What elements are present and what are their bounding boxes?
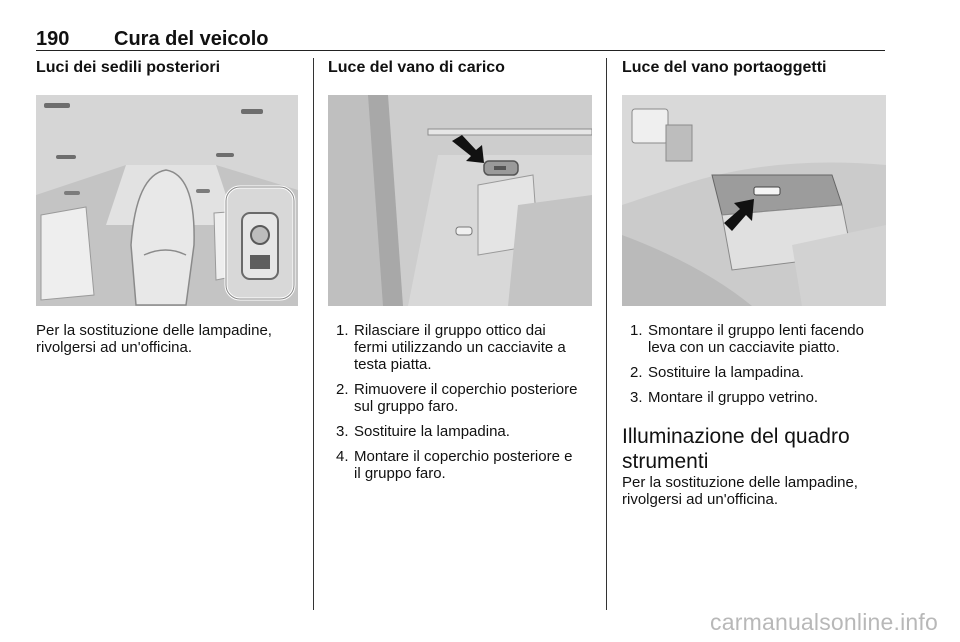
rear-seat-lights-text: Per la sostituzione delle lampadine, rivolgersi ad un'officina. bbox=[36, 322, 272, 356]
column-rear-seat-lights bbox=[36, 58, 298, 356]
column-divider bbox=[313, 58, 314, 610]
list-item: 3. Montare il gruppo vetrino. bbox=[630, 389, 819, 406]
list-item: 1. Rilasciare il gruppo ottico dai fermi utilizzando un cacciavite a testa piatta. bbox=[336, 322, 566, 373]
section-title-cargo-light: Luce del vano di carico bbox=[328, 59, 505, 76]
list-item: 2. Rimuovere il coperchio posteriore sul gruppo faro. bbox=[336, 381, 578, 415]
watermark: carmanualsonline.info bbox=[710, 609, 938, 635]
section-title-glovebox-light: Luce del vano portaoggetti bbox=[622, 59, 827, 76]
column-cargo-light bbox=[328, 58, 592, 490]
column-glovebox-light bbox=[622, 58, 886, 508]
column-divider bbox=[606, 58, 607, 610]
section-title-instrument-lighting: Illuminazione del quadro strumenti bbox=[622, 425, 850, 473]
rear-seat-light-illustration bbox=[36, 95, 298, 306]
instrument-lighting-text: Per la sostituzione delle lampadine, rivolgersi ad un'officina. bbox=[622, 474, 858, 508]
page-header bbox=[36, 26, 885, 51]
page-number: 190 bbox=[36, 28, 70, 50]
list-item: 2. Sostituire la lampadina. bbox=[630, 364, 804, 381]
chapter-title: Cura del veicolo bbox=[114, 28, 269, 50]
cargo-light-steps bbox=[328, 322, 592, 482]
list-item: 3. Sostituire la lampadina. bbox=[336, 423, 510, 440]
section-title-rear-seat-lights: Luci dei sedili posteriori bbox=[36, 59, 221, 76]
list-item: 4. Montare il coperchio posteriore e il gruppo faro. bbox=[336, 448, 573, 482]
cargo-light-illustration bbox=[328, 95, 592, 306]
glovebox-light-illustration bbox=[622, 95, 886, 306]
list-item: 1. Smontare il gruppo lenti facendo leva con un cacciavite piatto. bbox=[630, 322, 864, 356]
glovebox-light-steps bbox=[622, 322, 886, 406]
